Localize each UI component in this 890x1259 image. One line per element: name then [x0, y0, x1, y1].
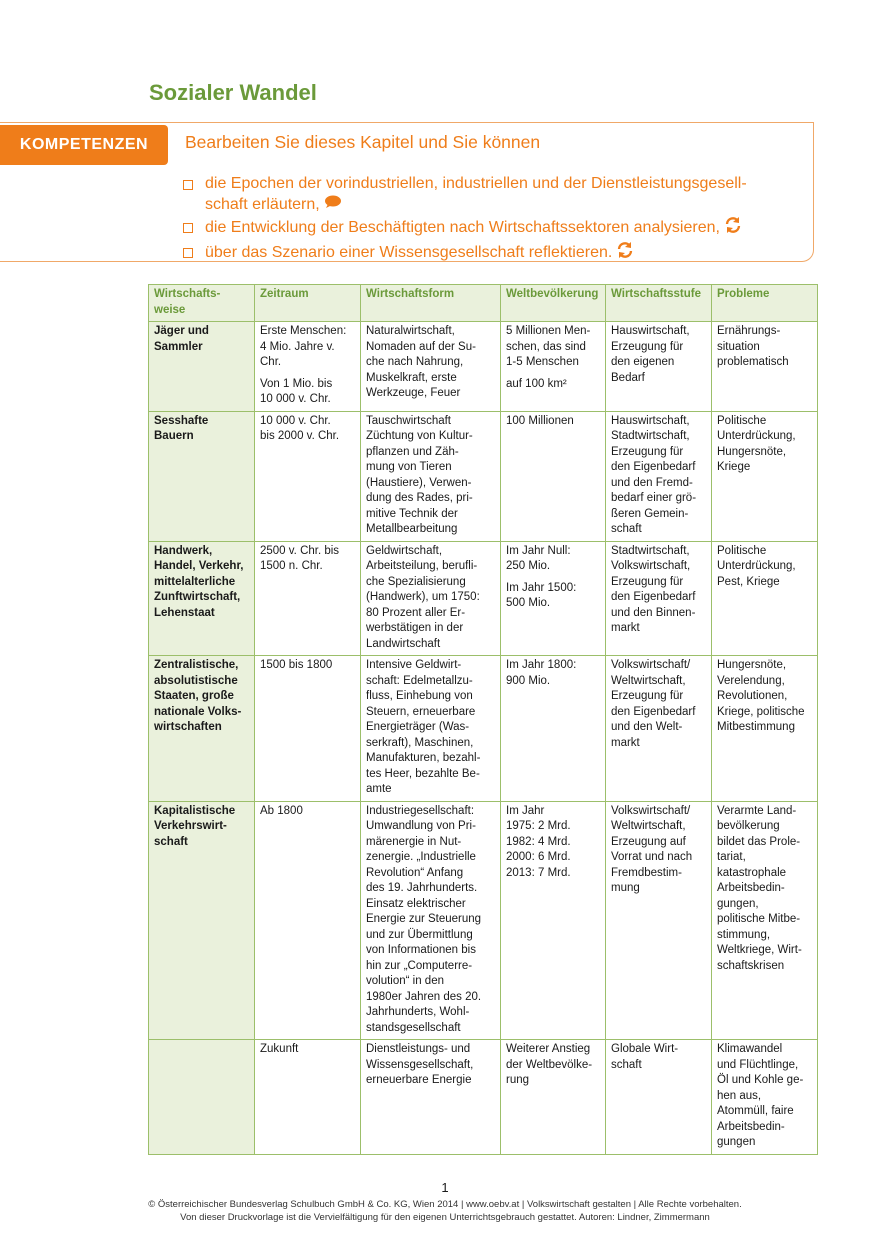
page-number: 1 [441, 1180, 449, 1195]
kompetenz-item [183, 173, 795, 215]
cell-weise: Kapitalistische Verkehrswirt- schaft [149, 801, 255, 1040]
cell-weise: Handwerk, Handel, Verkehr, mittelalterliche Zunftwirtschaft, Lehenstaat [149, 541, 255, 656]
cell-zeitraum [255, 1040, 361, 1155]
cell-bevoelkerung [501, 801, 606, 1040]
table-row [149, 656, 818, 802]
cell-paragraph: 5 Millionen Men- schen, das sind 1-5 Menschen [506, 325, 591, 368]
cell-paragraph: Im Jahr 1975: 2 Mrd. 1982: 4 Mrd. 2000: 6 Mrd. 2013: 7 Mrd. [506, 804, 571, 879]
cell-zeitraum [255, 322, 361, 412]
table-row [149, 541, 818, 656]
column-header: Wirtschaftsstufe [606, 285, 712, 322]
cell-stufe: Volkswirtschaft/ Weltwirtschaft, Erzeugung für den Eigenbedarf und den Welt- markt [606, 656, 712, 802]
cell-paragraph: 10 000 v. Chr. bis 2000 v. Chr. [260, 414, 340, 442]
cell-paragraph: auf 100 km² [506, 377, 567, 390]
kompetenzen-heading: Bearbeiten Sie dieses Kapitel und Sie können [185, 132, 541, 152]
kompetenz-text: über das Szenario einer Wissensgesellschaft reflektieren. [205, 244, 613, 262]
kompetenz-item [183, 216, 795, 240]
checkbox-square [183, 180, 193, 190]
table-header-row [149, 285, 818, 322]
cycle-arrows-icon [724, 216, 742, 240]
page-title: Sozialer Wandel [149, 80, 317, 105]
cell-zeitraum [255, 656, 361, 802]
checkbox-square [183, 248, 193, 258]
cell-form: Industriegesellschaft: Umwandlung von Pri- märenergie in Nut- zenergie. „Industrielle Revolution“ Anfang des 19. Jahrhunderts. Einsatz elektrischer Energie zur Steuerung und zur Übermittlung von Informationen bis hin zur „Computerre- volution“ in den 1980er Jahren des 20. Jahrhunderts, Wohl- standsgesellschaft [361, 801, 501, 1040]
column-header: Zeitraum [255, 285, 361, 322]
cell-paragraph: Im Jahr Null: 250 Mio. [506, 544, 571, 572]
cell-paragraph: Im Jahr 1500: 500 Mio. [506, 581, 577, 609]
cell-bevoelkerung [501, 411, 606, 541]
kompetenz-item [183, 241, 795, 265]
cell-form: Geldwirtschaft, Arbeitsteilung, berufli- che Spezialisierung (Handwerk), um 1750: 80 Prozent aller Er- werbstätigen in der Landwirtschaft [361, 541, 501, 656]
table-row [149, 411, 818, 541]
cycle-arrows-icon [616, 241, 634, 265]
cell-weise [149, 1040, 255, 1155]
kompetenzen-list [183, 173, 795, 266]
economy-table [148, 284, 818, 1155]
kompetenz-text: die Epochen der vorindustriellen, industriellen und der Dienstleistungsgesell- schaft erläutern, [205, 175, 747, 213]
table-row [149, 801, 818, 1040]
kompetenz-text: die Entwicklung der Beschäftigten nach Wirtschaftssektoren analysieren, [205, 219, 720, 237]
cell-probleme: Klimawandel und Flüchtlinge, Öl und Kohle ge- hen aus, Atommüll, faire Arbeitsbedin- gungen [712, 1040, 818, 1155]
table-row [149, 1040, 818, 1155]
cell-paragraph: Ab 1800 [260, 804, 303, 817]
cell-paragraph: Im Jahr 1800: 900 Mio. [506, 659, 577, 687]
cell-probleme: Ernährungs- situation problematisch [712, 322, 818, 412]
copyright-footer [0, 1198, 890, 1224]
cell-stufe: Volkswirtschaft/ Weltwirtschaft, Erzeugung auf Vorrat und nach Fremdbestim- mung [606, 801, 712, 1040]
cell-weise: Zentralistische, absolutistische Staaten, große nationale Volks- wirtschaften [149, 656, 255, 802]
cell-paragraph: 2500 v. Chr. bis 1500 n. Chr. [260, 544, 340, 572]
speech-bubble-icon [324, 194, 342, 215]
cell-bevoelkerung [501, 1040, 606, 1155]
cell-zeitraum [255, 411, 361, 541]
cell-paragraph: 1500 bis 1800 [260, 659, 333, 671]
cell-bevoelkerung [501, 322, 606, 412]
cell-form: Naturalwirtschaft, Nomaden auf der Su- che nach Nahrung, Muskelkraft, erste Werkzeuge, Feuer [361, 322, 501, 412]
cell-paragraph: Weiterer Anstieg der Weltbevölke- rung [506, 1043, 593, 1086]
footer-line-2: Von dieser Druckvorlage ist die Vervielfältigung für den eigenen Unterrichtsgebrauch gestattet. Autoren: Lindner, Zimmermann [180, 1212, 710, 1223]
cell-zeitraum [255, 801, 361, 1040]
cell-stufe: Hauswirtschaft, Stadtwirtschaft, Erzeugung für den Eigenbedarf und den Fremd- bedarf einer grö- ßeren Gemein- schaft [606, 411, 712, 541]
cell-weise: Sesshafte Bauern [149, 411, 255, 541]
cell-bevoelkerung [501, 656, 606, 802]
cell-probleme: Politische Unterdrückung, Hungersnöte, Kriege [712, 411, 818, 541]
cell-weise: Jäger und Sammler [149, 322, 255, 412]
table-body [149, 322, 818, 1155]
cell-stufe: Stadtwirtschaft, Volkswirtschaft, Erzeugung für den Eigenbedarf und den Binnen- markt [606, 541, 712, 656]
footer-line-1: © Österreichischer Bundesverlag Schulbuch GmbH & Co. KG, Wien 2014 | www.oebv.at | Volkswirtschaft gestalten | Alle Rechte vorbehalten. [148, 1199, 742, 1210]
column-header: Wirtschaftsform [361, 285, 501, 322]
cell-probleme: Politische Unterdrückung, Pest, Kriege [712, 541, 818, 656]
cell-paragraph: Zukunft [260, 1043, 299, 1055]
cell-form: Dienstleistungs- und Wissensgesellschaft, erneuerbare Energie [361, 1040, 501, 1155]
cell-form: Intensive Geldwirt- schaft: Edelmetallzu- fluss, Einhebung von Steuern, erneuerbare Energieträger (Was- serkraft), Maschinen, Manufakturen, bezahl- tes Heer, bezahlte Be- amte [361, 656, 501, 802]
kompetenzen-label: KOMPETENZEN [0, 125, 168, 165]
cell-paragraph: 100 Millionen [506, 414, 574, 427]
cell-form: Tauschwirtschaft Züchtung von Kultur- pflanzen und Zäh- mung von Tieren (Haustiere), Verwen- dung des Rades, pri- mitive Technik der Metallbearbeitung [361, 411, 501, 541]
cell-stufe: Globale Wirt- schaft [606, 1040, 712, 1155]
cell-probleme: Hungersnöte, Verelendung, Revolutionen, Kriege, politische Mitbestimmung [712, 656, 818, 802]
column-header: Probleme [712, 285, 818, 322]
checkbox-square [183, 223, 193, 233]
cell-probleme: Verarmte Land- bevölkerung bildet das Prole- tariat, katastrophale Arbeitsbedin- gungen, politische Mitbe- stimmung, Weltkriege, Wirt- schaftskrisen [712, 801, 818, 1040]
cell-bevoelkerung [501, 541, 606, 656]
cell-stufe: Hauswirtschaft, Erzeugung für den eigenen Bedarf [606, 322, 712, 412]
table-row [149, 322, 818, 412]
cell-zeitraum [255, 541, 361, 656]
column-header: Wirtschafts- weise [149, 285, 255, 322]
cell-paragraph: Erste Menschen: 4 Mio. Jahre v. Chr. [260, 325, 347, 368]
column-header: Weltbevölkerung [501, 285, 606, 322]
cell-paragraph: Von 1 Mio. bis 10 000 v. Chr. [260, 377, 333, 405]
